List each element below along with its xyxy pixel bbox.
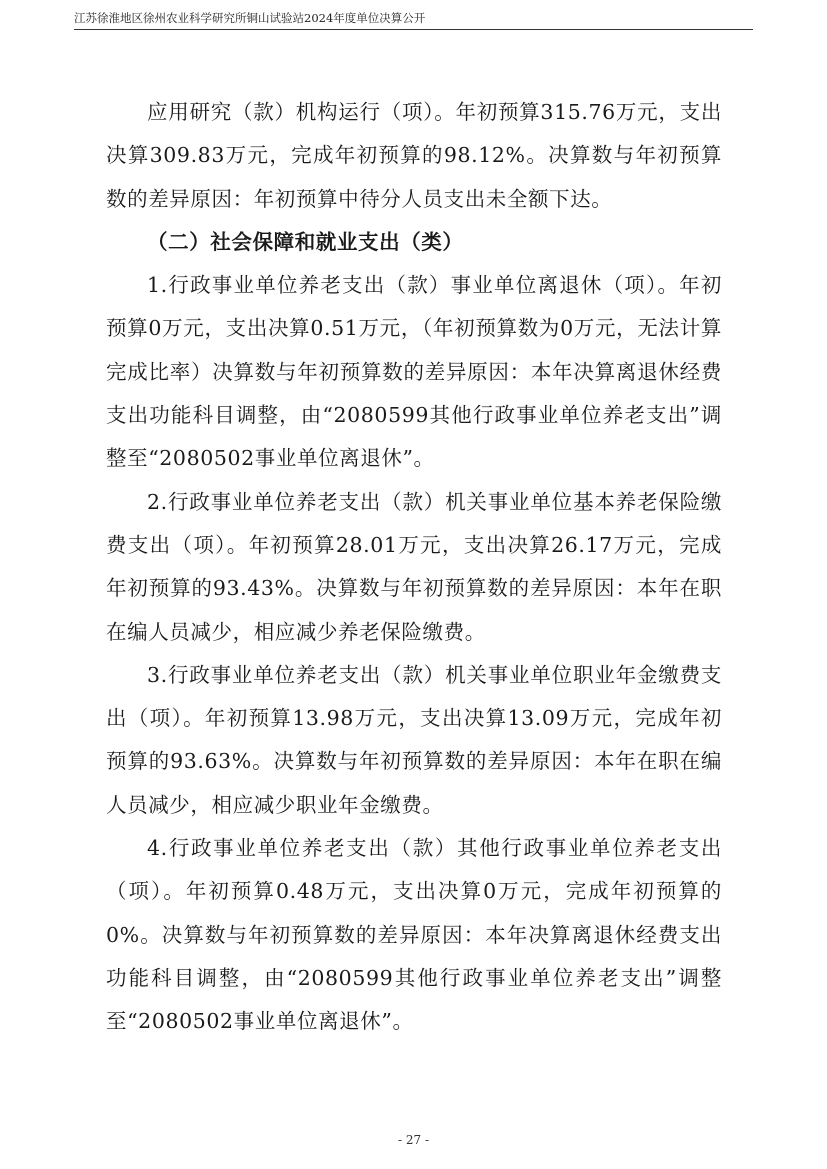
- page-number: - 27 -: [397, 1133, 429, 1147]
- paragraph-item-2: 2.行政事业单位养老支出（款）机关事业单位基本养老保险缴费支出（项）。年初预算28.01万元，支出决算26.17万元，完成年初预算的93.43%。决算数与年初预算数的差异原因：本年在职在编人员减少，相应减少养老保险缴费。: [106, 489, 722, 644]
- paragraph-item-1: 1.行政事业单位养老支出（款）事业单位离退休（项）。年初预算0万元，支出决算0.51万元，（年初预算数为0万元，无法计算完成比率）决算数与年初预算数的差异原因：本年决算离退休经费支出功能科目调整，由“2080599其他行政事业单位养老支出”调整至“2080502事业单位离退休”。: [106, 273, 722, 471]
- paragraph-item-4: 4.行政事业单位养老支出（款）其他行政事业单位养老支出（项）。年初预算0.48万元，支出决算0万元，完成年初预算的0%。决算数与年初预算数的差异原因：本年决算离退休经费支出功能科目调整，由“2080599其他行政事业单位养老支出”调整至“2080502事业单位离退休”。: [106, 836, 722, 1034]
- section-heading-social-security: （二）社会保障和就业支出（类）: [147, 229, 464, 254]
- page-header: [74, 11, 753, 30]
- paragraph-research-operation: 应用研究（款）机构运行（项）。年初预算315.76万元，支出决算309.83万元，完成年初预算的98.12%。决算数与年初预算数的差异原因：年初预算中待分人员支出未全额下达。: [106, 100, 722, 211]
- document-body: [106, 91, 722, 1044]
- paragraph-item-3: 3.行政事业单位养老支出（款）机关事业单位职业年金缴费支出（项）。年初预算13.98万元，支出决算13.09万元，完成年初预算的93.63%。决算数与年初预算数的差异原因：本年在职在编人员减少，相应减少职业年金缴费。: [106, 662, 722, 817]
- header-title: 江苏徐淮地区徐州农业科学研究所铜山试验站2024年度单位决算公开: [74, 11, 426, 25]
